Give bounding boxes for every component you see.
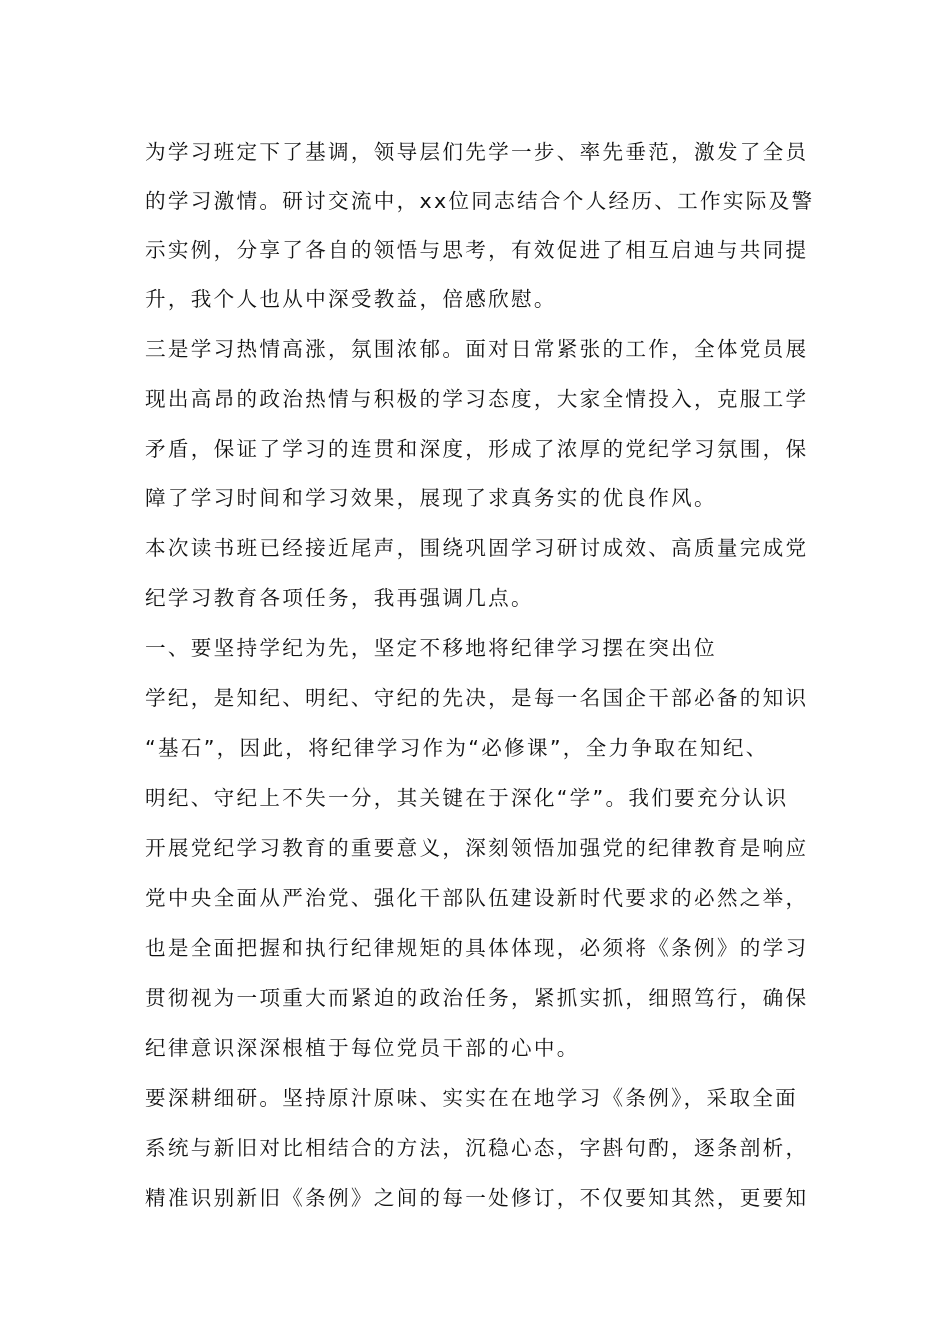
body-text-line: 要深耕细研。坚持原汁原味、实实在在地学习《条例》，采取全面 bbox=[145, 1086, 799, 1110]
body-text-line: 为学习班定下了基调，领导层们先学一步、率先垂范，激发了全员 bbox=[145, 140, 809, 164]
section-heading: 一、要坚持学纪为先，坚定不移地将纪律学习摆在突出位 bbox=[145, 636, 717, 660]
body-text-line: 党中央全面从严治党、强化干部队伍建设新时代要求的必然之举， bbox=[145, 886, 809, 910]
body-text-line: 现出高昂的政治热情与积极的学习态度，大家全情投入，克服工学 bbox=[145, 387, 809, 411]
body-text-line: 矛盾，保证了学习的连贯和深度，形成了浓厚的党纪学习氛围，保 bbox=[145, 437, 809, 461]
body-text-line: 纪学习教育各项任务，我再强调几点。 bbox=[145, 586, 534, 610]
body-text-line: 贯彻视为一项重大而紧迫的政治任务，紧抓实抓，细照笃行，确保 bbox=[145, 986, 809, 1010]
body-text-line: 障了学习时间和学习效果，展现了求真务实的优良作风。 bbox=[145, 486, 717, 510]
body-text-line: 本次读书班已经接近尾声，围绕巩固学习研讨成效、高质量完成党 bbox=[145, 536, 809, 560]
body-text-line: 学纪，是知纪、明纪、守纪的先决，是每一名国企干部必备的知识 bbox=[145, 686, 809, 710]
body-text-line: 开展党纪学习教育的重要意义，深刻领悟加强党的纪律教育是响应 bbox=[145, 836, 809, 860]
body-text-line: 纪律意识深深根植于每位党员干部的心中。 bbox=[145, 1036, 580, 1060]
body-text-line: 明纪、守纪上不失一分，其关键在于深化“学”。我们要充分认识 bbox=[145, 786, 789, 810]
body-text-line: 三是学习热情高涨，氛围浓郁。面对日常紧张的工作，全体党员展 bbox=[145, 337, 809, 361]
body-text-line: 示实例，分享了各自的领悟与思考，有效促进了相互启迪与共同提 bbox=[145, 238, 809, 262]
body-text-line: 也是全面把握和执行纪律规矩的具体体现，必须将《条例》的学习 bbox=[145, 936, 809, 960]
body-text-line: “基石”，因此，将纪律学习作为“必修课”，全力争取在知纪、 bbox=[145, 736, 769, 760]
body-text-line: 的学习激情。研讨交流中，xx位同志结合个人经历、工作实际及警 bbox=[145, 189, 815, 213]
body-text-line: 精准识别新旧《条例》之间的每一处修订，不仅要知其然，更要知 bbox=[145, 1186, 809, 1210]
body-text-line: 系统与新旧对比相结合的方法，沉稳心态，字斟句酌，逐条剖析， bbox=[145, 1136, 809, 1160]
body-text-line: 升，我个人也从中深受教益，倍感欣慰。 bbox=[145, 287, 557, 311]
